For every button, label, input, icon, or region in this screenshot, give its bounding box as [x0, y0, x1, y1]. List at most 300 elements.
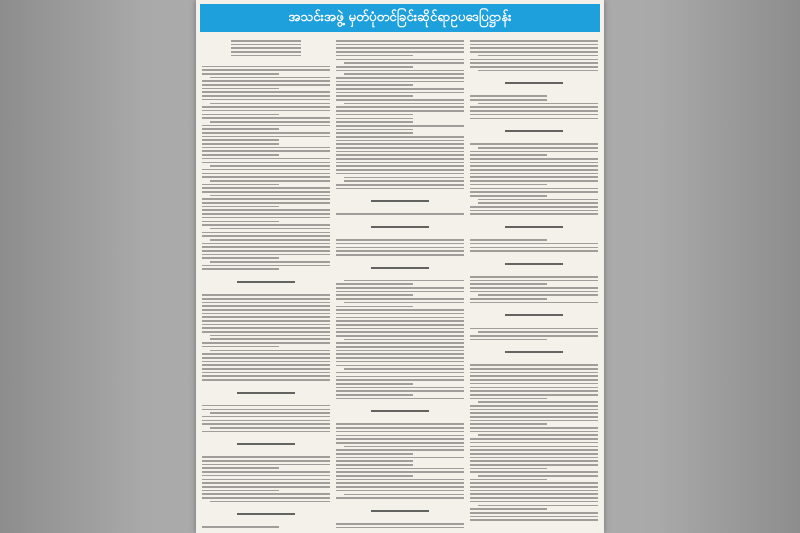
- text-line: [336, 376, 464, 378]
- text-line: [336, 239, 464, 241]
- text-line: [470, 464, 598, 466]
- text-line: [336, 401, 464, 406]
- text-line: [470, 47, 598, 49]
- text-line: [202, 191, 330, 193]
- text-line: [202, 298, 330, 300]
- text-line: [202, 162, 330, 164]
- text-line: [470, 372, 598, 374]
- section-heading-line: [371, 510, 429, 512]
- text-line: [336, 283, 413, 285]
- text-line: [202, 69, 330, 71]
- section-heading-line: [505, 82, 563, 84]
- text-line: [202, 221, 279, 223]
- text-line: [478, 199, 598, 201]
- text-line: [202, 342, 330, 344]
- text-line: [478, 147, 598, 149]
- text-line: [470, 239, 547, 241]
- text-line: [202, 497, 330, 499]
- text-column-left: [202, 38, 330, 530]
- text-line: [478, 401, 598, 403]
- text-line: [202, 158, 330, 160]
- text-line: [210, 350, 330, 352]
- text-line: [231, 40, 301, 42]
- text-line: [336, 165, 464, 167]
- text-line: [336, 398, 464, 400]
- text-line: [470, 457, 598, 459]
- text-line: [202, 456, 330, 458]
- text-line: [336, 453, 413, 455]
- text-line: [470, 427, 598, 429]
- text-line: [336, 357, 464, 359]
- text-line: [336, 471, 464, 473]
- text-line: [336, 59, 464, 61]
- text-line: [202, 324, 330, 326]
- text-line: [336, 250, 464, 252]
- text-line: [336, 479, 464, 481]
- text-line: [336, 527, 464, 529]
- text-line: [202, 526, 279, 528]
- text-line: [336, 154, 464, 156]
- text-line: [336, 184, 464, 186]
- text-line: [336, 114, 413, 116]
- text-line: [336, 372, 464, 374]
- text-line: [336, 95, 413, 97]
- text-line: [470, 335, 598, 337]
- text-line: [470, 342, 598, 347]
- text-line: [202, 346, 279, 348]
- text-line: [210, 228, 330, 230]
- text-line: [202, 383, 330, 388]
- text-line: [470, 217, 598, 222]
- section-heading-line: [371, 267, 429, 269]
- text-line: [336, 118, 413, 120]
- text-line: [470, 302, 598, 304]
- text-line: [470, 62, 598, 64]
- text-line: [202, 265, 330, 267]
- text-line: [202, 246, 330, 248]
- section-heading-line: [371, 200, 429, 202]
- text-line: [336, 457, 464, 459]
- text-line: [231, 51, 301, 53]
- text-line: [202, 187, 330, 189]
- text-line: [202, 224, 330, 226]
- text-line: [336, 342, 464, 344]
- text-line: [336, 390, 464, 392]
- text-line: [470, 151, 598, 153]
- text-line: [202, 95, 330, 97]
- text-line: [202, 147, 330, 149]
- section-heading-line: [237, 443, 295, 445]
- text-line: [202, 84, 330, 86]
- text-line: [470, 468, 547, 470]
- text-line: [336, 140, 464, 142]
- text-line: [202, 357, 330, 359]
- text-line: [202, 139, 279, 141]
- text-line: [336, 70, 464, 72]
- text-line: [344, 177, 464, 179]
- text-line: [336, 273, 464, 278]
- text-line: [336, 490, 464, 492]
- text-line: [470, 180, 598, 182]
- text-line: [336, 350, 464, 352]
- text-line: [470, 479, 547, 481]
- text-line: [202, 176, 330, 178]
- text-line: [470, 143, 598, 145]
- text-line: [202, 405, 330, 407]
- text-line: [202, 372, 330, 374]
- text-line: [336, 173, 464, 175]
- text-line: [336, 40, 464, 42]
- text-line: [202, 110, 330, 112]
- text-line: [470, 154, 547, 156]
- text-line: [470, 460, 598, 462]
- text-line: [336, 143, 464, 145]
- text-line: [470, 438, 598, 440]
- section-heading-line: [371, 410, 429, 412]
- text-line: [478, 294, 598, 296]
- text-line: [202, 106, 330, 108]
- text-line: [336, 158, 464, 160]
- text-line: [344, 339, 464, 341]
- text-line: [470, 213, 598, 215]
- text-line: [470, 73, 598, 78]
- text-line: [202, 150, 330, 152]
- text-columns: [202, 38, 598, 530]
- text-line: [470, 269, 598, 274]
- text-line: [470, 210, 598, 212]
- text-line: [202, 91, 330, 93]
- text-line: [470, 519, 598, 521]
- text-line: [202, 416, 330, 418]
- text-line: [470, 298, 547, 300]
- text-line: [202, 353, 330, 355]
- text-line: [470, 405, 598, 407]
- text-line: [336, 361, 464, 363]
- text-column-middle: [336, 38, 464, 530]
- text-line: [470, 512, 598, 514]
- text-line: [470, 398, 547, 400]
- text-line: [336, 387, 464, 389]
- text-line: [202, 493, 330, 495]
- text-line: [470, 375, 598, 377]
- text-line: [336, 516, 464, 521]
- text-line: [202, 80, 330, 82]
- text-line: [336, 298, 464, 300]
- text-line: [470, 106, 598, 108]
- text-line: [336, 379, 464, 381]
- text-line: [470, 328, 598, 330]
- text-line: [470, 184, 547, 186]
- text-line: [336, 435, 464, 437]
- text-line: [202, 59, 330, 64]
- text-line: [336, 475, 413, 477]
- text-line: [470, 339, 547, 341]
- text-line: [202, 272, 330, 277]
- text-line: [336, 353, 464, 355]
- text-line: [344, 103, 464, 105]
- text-line: [478, 70, 598, 72]
- text-line: [470, 88, 598, 93]
- text-line: [336, 324, 464, 326]
- text-line: [470, 501, 598, 503]
- text-line: [336, 44, 464, 46]
- text-line: [336, 217, 464, 222]
- text-line: [336, 232, 464, 237]
- text-line: [470, 191, 598, 193]
- text-line: [336, 438, 464, 440]
- text-line: [210, 239, 330, 241]
- text-line: [478, 434, 598, 436]
- text-line: [470, 387, 598, 389]
- text-line: [336, 106, 464, 108]
- text-line: [336, 423, 464, 425]
- text-line: [470, 409, 598, 411]
- text-line: [202, 504, 330, 509]
- text-line: [202, 132, 330, 134]
- text-line: [470, 136, 598, 141]
- text-line: [202, 209, 330, 211]
- text-line: [202, 479, 330, 481]
- text-line: [336, 317, 464, 319]
- text-line: [202, 243, 330, 245]
- text-line: [202, 398, 330, 403]
- page-title: အသင်းအဖွဲ့ မှတ်ပုံတင်ခြင်းဆိုင်ရာဥပဒေပြဋ္ဌာန်း: [200, 4, 600, 32]
- text-line: [470, 493, 598, 495]
- text-line: [336, 523, 464, 525]
- text-line: [344, 73, 464, 75]
- text-line: [470, 390, 598, 392]
- text-line: [210, 261, 330, 263]
- text-line: [470, 280, 598, 282]
- text-line: [336, 66, 413, 68]
- text-line: [336, 287, 464, 289]
- text-line: [202, 117, 330, 119]
- text-line: [470, 165, 598, 167]
- text-line: [202, 99, 330, 101]
- text-line: [336, 162, 464, 164]
- text-line: [210, 412, 330, 414]
- text-line: [470, 169, 598, 171]
- text-line: [478, 55, 598, 57]
- text-line: [344, 302, 464, 304]
- text-line: [336, 132, 413, 134]
- text-line: [336, 309, 464, 311]
- text-line: [470, 59, 598, 61]
- text-line: [336, 151, 464, 153]
- text-line: [336, 497, 464, 499]
- text-line: [478, 331, 598, 333]
- text-line: [210, 338, 330, 340]
- text-line: [470, 95, 547, 97]
- text-line: [336, 191, 464, 196]
- section-heading-line: [371, 226, 429, 228]
- text-line: [470, 364, 598, 366]
- section-heading-line: [237, 281, 295, 283]
- text-line: [202, 482, 330, 484]
- text-line: [336, 482, 464, 484]
- text-line: [202, 198, 330, 200]
- text-line: [202, 250, 330, 252]
- text-line: [202, 305, 330, 307]
- text-line: [202, 449, 330, 454]
- text-line: [202, 213, 330, 215]
- text-line: [470, 420, 598, 422]
- text-line: [470, 162, 598, 164]
- text-line: [336, 81, 464, 83]
- text-line: [202, 302, 330, 304]
- text-line: [470, 320, 598, 325]
- section-heading-line: [505, 130, 563, 132]
- text-line: [478, 103, 598, 105]
- text-line: [231, 55, 301, 57]
- text-line: [336, 147, 464, 149]
- text-line: [336, 320, 464, 322]
- text-line: [470, 453, 598, 455]
- text-line: [478, 202, 598, 204]
- text-line: [336, 294, 413, 296]
- text-line: [202, 125, 330, 127]
- text-line: [202, 128, 279, 130]
- text-line: [470, 121, 598, 126]
- text-line: [336, 243, 464, 245]
- text-line: [344, 368, 464, 370]
- text-line: [202, 475, 330, 477]
- text-line: [470, 423, 547, 425]
- text-line: [202, 331, 330, 333]
- text-line: [470, 66, 598, 68]
- text-line: [202, 257, 279, 259]
- text-line: [470, 195, 547, 197]
- text-line: [202, 309, 330, 311]
- text-line: [202, 409, 330, 411]
- text-line: [202, 154, 279, 156]
- text-line: [470, 449, 598, 451]
- text-line: [336, 247, 464, 249]
- text-line: [344, 446, 464, 448]
- text-line: [202, 169, 330, 171]
- text-line: [202, 379, 330, 381]
- text-line: [336, 258, 464, 263]
- text-line: [470, 357, 598, 362]
- text-line: [202, 66, 330, 68]
- text-line: [202, 313, 330, 315]
- text-line: [470, 158, 598, 160]
- text-line: [202, 320, 330, 322]
- text-line: [336, 365, 464, 367]
- text-line: [202, 431, 330, 433]
- text-line: [210, 427, 330, 429]
- text-line: [470, 243, 598, 245]
- text-line: [344, 62, 464, 64]
- text-line: [202, 88, 279, 90]
- text-line: [336, 188, 464, 190]
- text-line: [202, 490, 279, 492]
- text-line: [202, 460, 330, 462]
- text-line: [336, 169, 464, 171]
- text-line: [336, 431, 464, 433]
- text-line: [336, 110, 464, 112]
- text-line: [336, 84, 413, 86]
- text-line: [336, 99, 464, 101]
- text-line: [470, 283, 547, 285]
- text-line: [336, 442, 464, 444]
- text-line: [336, 136, 464, 138]
- newspaper-page: [196, 0, 604, 533]
- section-heading-line: [237, 392, 295, 394]
- text-line: [470, 431, 598, 433]
- text-line: [470, 523, 598, 528]
- text-line: [470, 51, 598, 53]
- text-line: [202, 73, 279, 75]
- text-line: [210, 165, 330, 167]
- text-line: [336, 92, 464, 94]
- text-line: [470, 118, 598, 120]
- text-line: [470, 482, 598, 484]
- text-line: [336, 331, 464, 333]
- text-line: [202, 232, 330, 234]
- text-line: [336, 449, 464, 451]
- text-line: [210, 335, 330, 337]
- text-line: [210, 180, 330, 182]
- text-line: [202, 364, 330, 366]
- text-line: [336, 55, 413, 57]
- text-line: [470, 254, 598, 259]
- text-line: [470, 276, 598, 278]
- text-line: [336, 394, 413, 396]
- text-line: [470, 287, 598, 289]
- text-line: [336, 501, 464, 506]
- text-line: [202, 420, 330, 422]
- text-line: [210, 77, 330, 79]
- text-line: [470, 232, 598, 237]
- text-line: [202, 294, 330, 296]
- text-line: [202, 471, 330, 473]
- text-line: [470, 490, 598, 492]
- section-heading-line: [505, 226, 563, 228]
- text-line: [344, 180, 464, 182]
- text-line: [336, 291, 464, 293]
- text-line: [336, 335, 464, 337]
- text-line: [202, 136, 330, 138]
- text-line: [336, 427, 464, 429]
- text-line: [470, 412, 598, 414]
- text-line: [470, 99, 547, 101]
- text-line: [478, 505, 598, 507]
- text-line: [336, 416, 464, 421]
- text-line: [336, 464, 413, 466]
- text-line: [470, 508, 547, 510]
- text-line: [344, 280, 464, 282]
- text-line: [336, 486, 464, 488]
- text-line: [470, 471, 598, 473]
- section-heading-line: [237, 513, 295, 515]
- text-line: [470, 416, 598, 418]
- text-line: [336, 51, 464, 53]
- text-line: [202, 375, 330, 377]
- text-line: [336, 346, 464, 348]
- text-line: [336, 121, 413, 123]
- text-line: [336, 47, 464, 49]
- text-line: [202, 235, 330, 237]
- text-line: [202, 217, 330, 219]
- text-line: [336, 213, 464, 215]
- text-line: [231, 44, 301, 46]
- text-line: [202, 327, 330, 329]
- text-line: [336, 383, 413, 385]
- text-line: [336, 313, 464, 315]
- text-line: [336, 129, 413, 131]
- text-line: [202, 254, 330, 256]
